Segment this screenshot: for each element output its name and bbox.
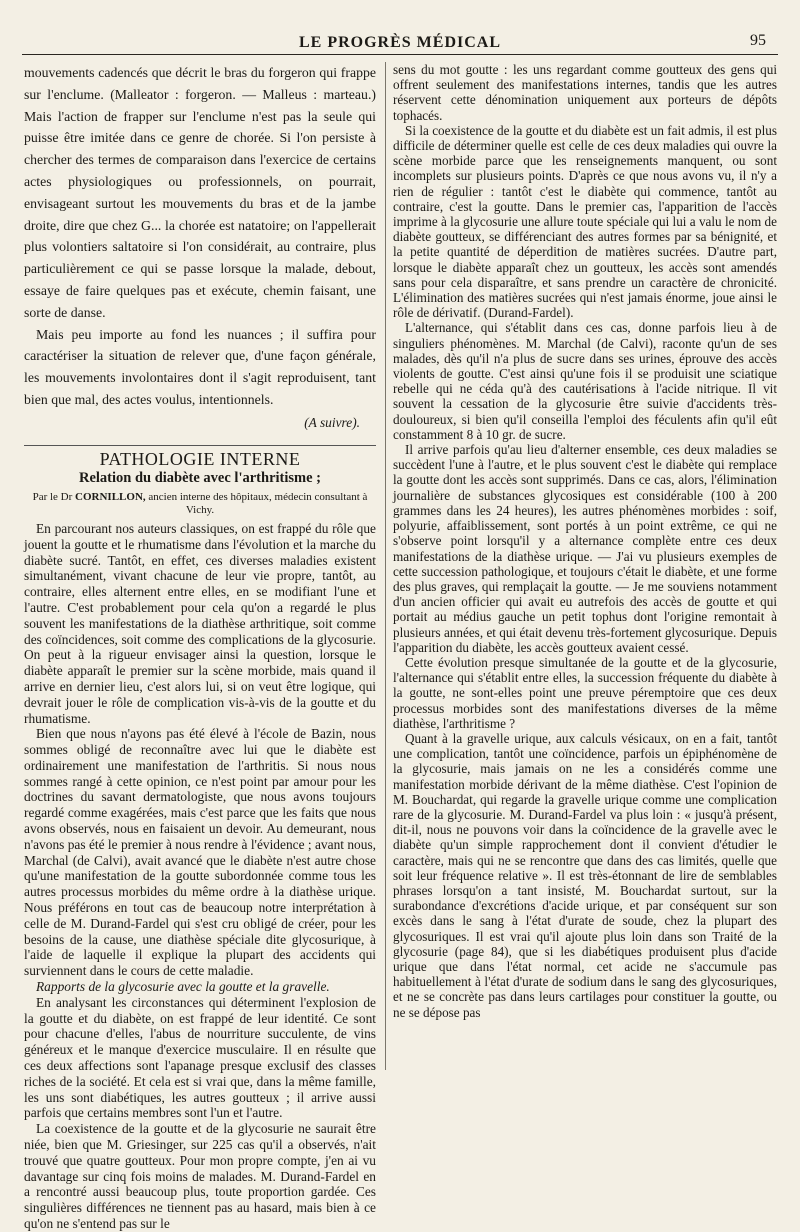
left-column	[24, 62, 376, 1231]
article-paragraph: En analysant les circonstances qui déterminent l'explosion de la goutte et du diabète, on est frappé de leur identité. Ce sont pour chacune d'elles, l'abus de nourriture succulente, de vins généreux et le manque d'exercice musculaire. Il en résulte que ces deux affections sont l'apanage presque exclusif des classes riches de la société. Et cela est si vrai que, dans la même famille, les uns sont diabétiques, les autres goutteux ; il arrive aussi parfois que certains membres sont l'un et l'autre.	[24, 994, 376, 1121]
article-body	[24, 521, 376, 1232]
running-title: LE PROGRÈS MÉDICAL	[298, 34, 502, 51]
right-column	[393, 62, 777, 1072]
byline-rest: ancien interne des hôpitaux, médecin consultant à Vichy.	[148, 490, 368, 516]
byline-author: CORNILLON,	[75, 490, 146, 503]
continued-article	[24, 62, 376, 411]
article-paragraph: Bien que nous n'ayons pas été élevé à l'école de Bazin, nous sommes obligé de reconnaître avec lui que le diabète est ordinairement une manifestation de l'arthritis. Si nous nous sommes rangé à cette opinion, ce n'est point par amour pour les doctrines du savant dermatologiste, que nous avons toujours regardé comme exagérées, mais c'est parce que les faits que nous avons observés, nous en faisaient un devoir. Au demeurant, nous n'avons pas été le premier à nous rendre à l'évidence ; avant nous, Marchal (de Calvi), avait avancé que le diabète n'est autre chose qu'une manifestation de la goutte subordonnée comme tous les autres processus morbides du même ordre à la diathèse urique. Nous préférons en tout cas de beaucoup notre interprétation à celle de M. Durand-Fardel qui s'est cru obligé de créer, pour les besoins de la cause, une diathèse spéciale dite glycosurique, à l'aide de laquelle il explique la plupart des accidents qui surviennent dans le cours de cette maladie.	[24, 726, 376, 979]
page-header	[22, 30, 778, 55]
column-divider	[385, 62, 386, 1070]
article-paragraph: Il arrive parfois qu'au lieu d'alterner ensemble, ces deux maladies se succèdent l'une à l'autre, et le plus souvent c'est le diabète qui remplace la goutte dont les accès sont supprimés. Dans ce cas, alors, l'élimination journalière de substances glycosiques est considérable (100 à 200 grammes dans les 24 heures), les autres phénomènes morbides : soif, polyurie, affaiblissement, sont portés à un point extrême, ce qui ne s'observe point lorsqu'il y a alternance complète entre ces deux manifestations de la diathèse urique. — J'ai vu plusieurs exemples de cette succession pathologique, et toujours c'était le diabète, et une forme des plus graves, qui remplaçait la goutte. — Je me souviens notamment d'un ancien officier qui avait eu autrefois des accès de goutte et qui portait au médius gauche un petit tophus dont l'origine remontait à plusieurs années, et qui était devenu très-fortement glycosurique. Depuis l'apparition du diabète, les accès goutteux avaient cessé.	[393, 442, 777, 655]
article-title: Relation du diabète avec l'arthritisme ;	[78, 470, 322, 487]
article-paragraph: En parcourant nos auteurs classiques, on est frappé du rôle que jouent la goutte et le rhumatisme dans l'évolution et la marche du diabète sucré. Tantôt, en effet, ces diverses maladies existent simultanément, vivant chacune de leur vie propre, tantôt, au contraire, elles alternent entre elles, en se modifiant l'une et l'autre. C'est probablement pour cela qu'on a regardé le plus souvent les manifestations de la diathèse arthritique, soit comme des coïncidences, soit comme des complications de la glycosurie. On peut à la rigueur envisager ainsi la question, lorsque le diabète apparaît le premier sur la scène morbide, mais quand il arrive en dernier lieu, c'est alors lui, si on veut être logique, qui devrait jouer le rôle de complication vis-à-vis de la goutte et du rhumatisme.	[24, 520, 376, 726]
article-paragraph: Cette évolution presque simultanée de la goutte et de la glycosurie, l'alternance qui s'établit entre elles, la succession fréquente du diabète à la goutte, ne sont-elles point une preuve péremptoire que ces deux processus morbides sont des manifestations diverses de la même diathèse, l'arthritisme ?	[393, 654, 777, 731]
article-paragraph: sens du mot goutte : les uns regardant comme goutteux des gens qui offrent seulement des manifestations internes, tandis que les autres réservent cette dénomination uniquement aux porteurs de dépôts tophacés.	[393, 62, 777, 123]
article-paragraph: L'alternance, qui s'établit dans ces cas, donne parfois lieu à de singuliers phénomènes. M. Marchal (de Calvi), raconte qu'un de ses malades, dès qu'il n'a plus de sucre dans ses urines, éprouve des accès violents de goutte. C'est ainsi qu'une fois il se produisit une sciatique rebelle qui ne céda qu'à des cautérisations à l'acide nitrique. Il vit souvent la cessation de la glycosurie être suivie d'accidents très-douloureux, si bien qu'il conseilla l'emploi des féculents afin qu'il eût constamment 8 à 10 gr. de sucre.	[393, 320, 777, 442]
to-be-continued: (A suivre).	[304, 414, 360, 430]
section-title: PATHOLOGIE INTERNE	[24, 445, 376, 468]
article-paragraph: La coexistence de la goutte et de la glycosurie ne saurait être niée, bien que M. Griesinger, sur 225 cas qu'il a observés, n'ait trouvé que quatre goutteux. Pour mon propre compte, j'en ai vu davantage sur cinq fois moins de malades. M. Durand-Fardel en a rencontré aussi beaucoup plus, toute proportion gardée. Ces singulières différences ne tiennent pas au hasard, mais bien à ce qu'on ne s'entend pas sur le	[24, 1121, 376, 1231]
byline	[24, 491, 376, 517]
article-paragraph: Si la coexistence de la goutte et du diabète est un fait admis, il est plus difficile de déterminer quelle est celle de ces deux maladies qui ouvre la scène morbide parce que les renseignements manquent, ou sont incomplets sur plusieurs points. D'après ce que nous avons vu, il n'y a rien de régulier : tantôt c'est le diabète qui commence, tantôt au contraire, c'est la goutte. Dans le premier cas, l'apparition de l'accès imprime à la glycosurie une allure toute spéciale qui lui a valu le nom de diabète goutteux, se différenciant des autres formes par sa bénignité, et la petite quantité de déperdition de matières sucrées. D'autre part, lorsque le diabète apparaît chez un goutteux, les accès sont amendés sans pour cela disparaître, et sans prendre un caractère de chronicité. L'élimination des matières sucrées qui n'est jamais énorme, joue ainsi le rôle de dérivatif. (Durand-Fardel).	[393, 122, 777, 321]
closing-paragraph: Mais peu importe au fond les nuances ; il suffira pour caractériser la situation de relever que, d'une façon générale, les mouvements involontaires dont il s'agit reproduisent, tant bien que mal, des actes voulus, intentionnels.	[24, 326, 376, 407]
continued-paragraph: mouvements cadencés que décrit le bras du forgeron qui frappe sur l'enclume. (Malleator : forgeron. — Malleus : marteau.) Mais l'action de frapper sur l'enclume n'est pas la seule qui puisse être imitée dans ce genre de chorée. Si l'on persiste à chercher des termes de comparaison dans l'exercice de certains actes physiologiques ou professionnels, on pourrait, envisageant surtout les mouvements du bras et de la jambe droite, dire que chez G... la chorée est natatoire; on l'appellerait plus volontiers saltatoire si l'on considérait, au contraire, plus particulièrement ce qui se passe lorsque la malade, debout, essaye de faire quelques pas et exécute, chemin faisant, une sorte de danse.	[24, 65, 376, 320]
article-paragraph: Quant à la gravelle urique, aux calculs vésicaux, on en a fait, tantôt une complication, tantôt une coïncidence, parfois un épiphénomène de la glycosurie, mais jamais on ne les a considérés comme une manifestation morbide dérivant de la même diathèse. C'est l'opinion de M. Bouchardat, qui regarde la gravelle urique comme une complication rare de la glycosurie. M. Durand-Fardel va plus loin : « jusqu'à présent, dit-il, nous ne pouvons voir dans la coïncidence de la gravelle avec le diabète qu'un simple rapprochement dont il convient d'étudier le caractère, mais qui ne se rencontre que dans des cas limités, quelle que soit leur fréquence relative ». Il est très-étonnant de lire de semblables phrases lorsqu'on a tant insisté, M. Bouchardat surtout, sur la surabondance d'excrétions d'acide urique, et par conséquent sur son excès dans le sang à l'état d'urate de soude, chez la plupart des glycosuriques. Il est vrai qu'il ajoute plus loin dans son Traité de la glycosurie (page 84), que si les diabétiques produisent plus d'acide urique que dans l'état normal, cet acide ne s'accumule pas habituellement à l'état d'urate de sodium dans le sang des glycosuriques, et ne se concrète pas dans leurs cartilages pour constituer la goutte, ou ne se dépose pas	[393, 730, 777, 1020]
page-number: 95	[750, 32, 766, 49]
subhead: Rapports de la glycosurie avec la goutte et la gravelle.	[36, 979, 330, 995]
byline-prefix: Par le Dr	[32, 490, 73, 503]
